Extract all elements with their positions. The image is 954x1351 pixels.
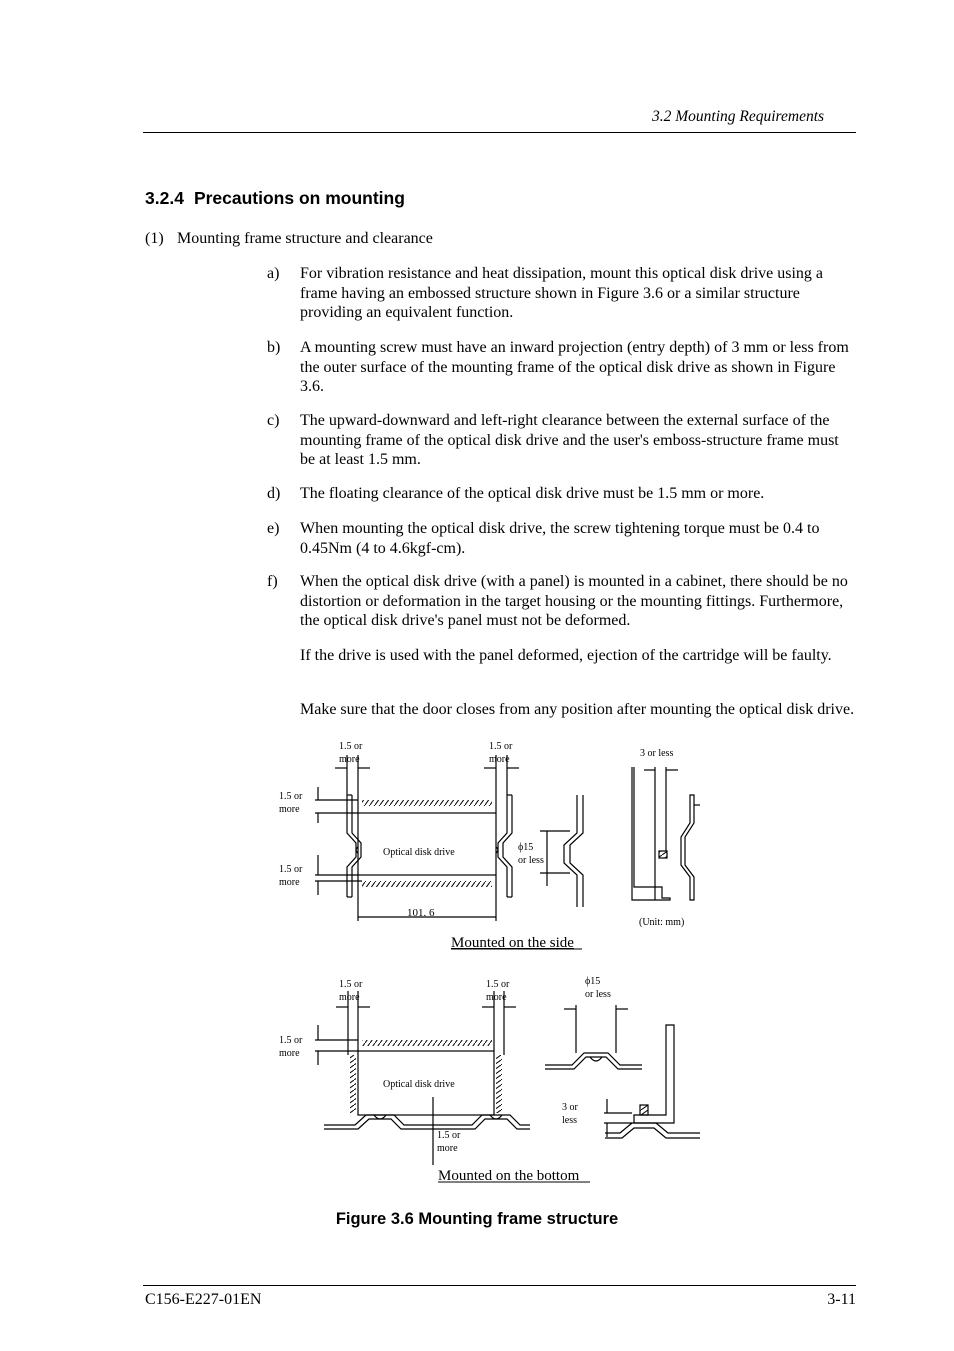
svg-text:1.5 or [279,791,303,802]
header-rule [143,132,856,133]
subsection-heading [145,230,433,248]
svg-text:ϕ15 [518,842,533,853]
drive-label: Optical disk drive [383,1079,455,1090]
clearance-label: 1.5 or [339,979,363,990]
drive-label: Optical disk drive [383,847,455,858]
clearance-label: 1.5 or [279,864,303,875]
figure-caption: Figure 3.6 Mounting frame structure [335,1210,619,1228]
item-label: d) [267,485,281,502]
svg-text:ϕ15 [585,976,600,987]
clearance-label: more [279,1048,300,1059]
document-id: C156-E227-01EN [145,1291,262,1308]
svg-text:or less [585,989,611,1000]
diameter-label: or less [585,989,611,1000]
diameter-label: ϕ15 [518,842,534,853]
item-label: c) [267,412,280,429]
item-text: The upward-downward and left-right clearance between the external surface of the mounting frame of the optical disk drive and the user's emboss-structure frame must be at least 1.5 mm. [300,412,839,469]
subsection-number: (1) [145,230,164,247]
section-number: 3.2.4 [145,188,184,208]
clearance-label: 1.5 or [279,1035,303,1046]
clearance-label: 1.5 or [339,741,363,752]
item-text: When the optical disk drive (with a panel) is mounted in a cabinet, there should be no distortion or deformation in the target housing or the mounting fittings. Furthermore, the optical disk drive's panel must not be deformed. [300,573,848,630]
list-item-f [267,572,857,631]
section-heading [145,188,405,209]
note-paragraph: If the drive is used with the panel deformed, ejection of the cartridge will be faulty. [300,647,832,664]
list-item-a [267,264,857,323]
screw-depth-label: 3 or less [640,748,674,759]
svg-text:101. 6 [407,907,435,919]
diameter-label: ϕ15 [585,976,601,987]
svg-text:more [489,754,510,765]
list-item-d [267,484,857,504]
item-text: When mounting the optical disk drive, the screw tightening torque must be 0.4 to 0.45Nm (4 to 4.6kgf-cm). [300,520,820,557]
svg-text:less [562,1115,577,1126]
list-item-b [267,338,857,397]
width-dimension: 101. 6 [407,907,435,919]
clearance-label: more [489,754,510,765]
side-drive-body [358,813,496,875]
svg-text:more [279,804,300,815]
bottom-mount-caption: Mounted on the bottom [438,1168,580,1184]
bottom-frame-detail [545,1053,642,1065]
footer-rule [143,1285,856,1286]
side-mount-diagram [315,755,700,921]
svg-text:1.5 or [486,979,510,990]
screw-depth-label: less [562,1115,577,1126]
note-paragraph: Make sure that the door closes from any position after mounting the optical disk drive. [300,701,855,718]
section-title: Precautions on mounting [193,188,405,208]
svg-text:1.5 or [279,864,303,875]
svg-text:more [339,754,360,765]
item-label: a) [267,265,280,282]
item-text: The floating clearance of the optical disk drive must be 1.5 mm or more. [300,485,765,502]
svg-text:more [437,1143,458,1154]
svg-text:(Unit: mm) [639,917,684,928]
item-text: For vibration resistance and heat dissipation, mount this optical disk drive using a frame having an embossed structure shown in Figure 3.6 or a similar structure providing an equivalent function. [300,265,824,322]
svg-text:1.5 or [437,1130,461,1141]
item-label: b) [267,339,281,356]
side-mount-caption: Mounted on the side [451,935,574,951]
clearance-label: more [486,992,507,1003]
item-label: f) [267,573,278,590]
svg-text:1.5 or [339,741,363,752]
page-number: 3-11 [827,1291,856,1308]
svg-text:more [486,992,507,1003]
side-bottom-hatch [362,881,492,887]
item-label: e) [267,520,280,537]
clearance-label: more [339,992,360,1003]
svg-text:3 or less [640,748,673,759]
list-item-e [267,519,857,558]
clearance-label: more [437,1143,458,1154]
side-top-hatch [362,800,492,806]
svg-text:1.5 or [489,741,513,752]
svg-text:3 or [562,1102,579,1113]
svg-text:1.5 or [279,1035,303,1046]
mounting-frame-figure [270,735,710,1190]
list-item-c [267,411,857,470]
diameter-label: or less [518,855,544,866]
svg-text:more [339,992,360,1003]
bottom-frame [324,1115,530,1125]
svg-text:more [279,877,300,888]
screw-depth-label: 3 or [562,1102,578,1113]
unit-label: (Unit: mm) [639,917,685,928]
side-bracket [632,767,670,900]
bottom-mount-diagram [315,991,700,1165]
svg-text:1.5 or [339,979,363,990]
clearance-label: 1.5 or [489,741,513,752]
clearance-label: more [339,754,360,765]
svg-text:Optical disk drive [383,1079,455,1090]
item-text: A mounting screw must have an inward projection (entry depth) of 3 mm or less from the outer surface of the mounting frame of the optical disk drive as shown in Figure 3.6. [300,339,849,396]
svg-text:or less [518,855,544,866]
subsection-title: Mounting frame structure and clearance [177,230,433,247]
clearance-label: 1.5 or [437,1130,461,1141]
clearance-label: 1.5 or [279,791,303,802]
side-labels [279,741,684,928]
clearance-label: more [279,877,300,888]
running-header: 3.2 Mounting Requirements [652,108,825,125]
clearance-label: 1.5 or [486,979,510,990]
svg-text:more [279,1048,300,1059]
clearance-label: more [279,804,300,815]
svg-text:Optical disk drive [383,847,455,858]
